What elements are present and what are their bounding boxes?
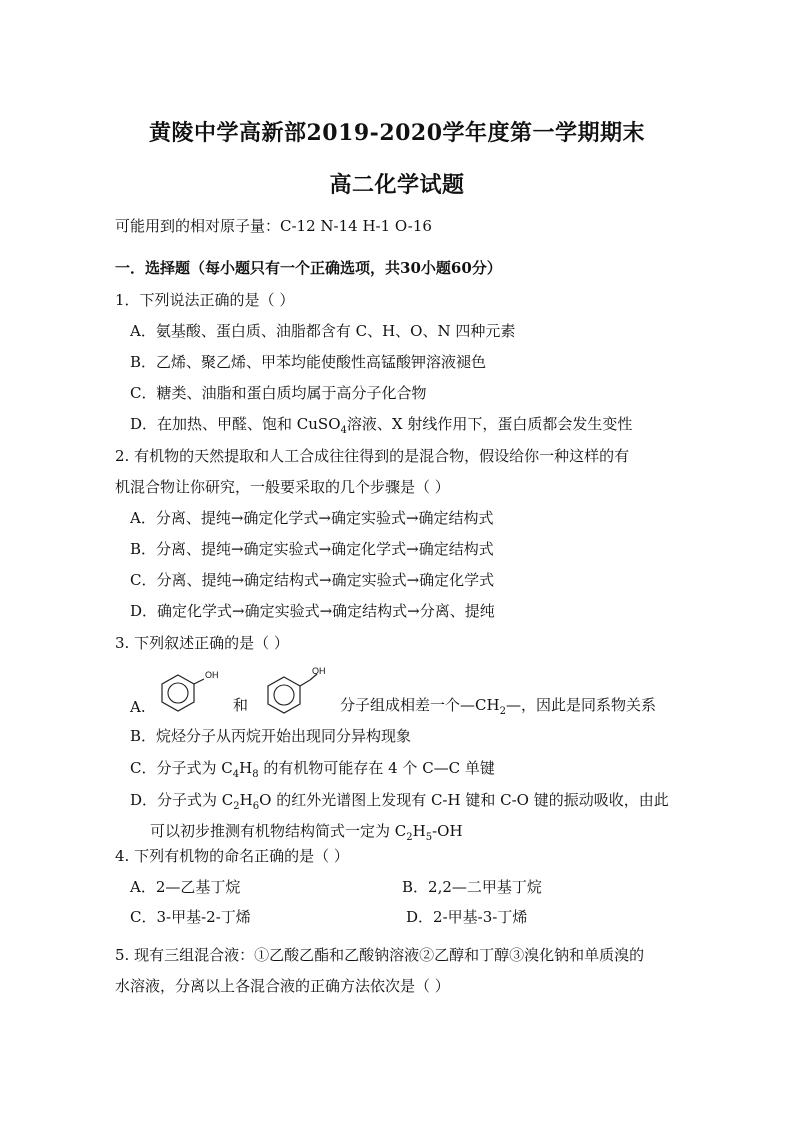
q3-stem: 3. 下列叙述正确的是（ ） bbox=[115, 634, 289, 652]
phenol-c-o-bond bbox=[194, 679, 204, 684]
q4-option-d: D．2-甲基-3-丁烯 bbox=[406, 908, 528, 926]
q1-option-b: B．乙烯、聚乙烯、甲苯均能使酸性高锰酸钾溶液褪色 bbox=[130, 353, 487, 371]
q3-c-pre: C．分子式为 C bbox=[130, 759, 233, 777]
q3-option-d-line2 bbox=[150, 821, 463, 841]
q4-option-c: C．3-甲基-2-丁烯 bbox=[130, 908, 251, 926]
q1-option-d bbox=[130, 414, 632, 434]
benzyl-alcohol-structure bbox=[264, 672, 334, 716]
q3-d-post: O 的红外光谱图上发现有 C-H 键和 C-O 键的振动吸收，由此 bbox=[259, 791, 669, 809]
q3-a-text bbox=[340, 695, 656, 715]
benzyl-aromatic-circle bbox=[274, 685, 294, 705]
q3-c-post: 的有机物可能存在 4 个 C—C 单键 bbox=[258, 759, 495, 777]
q3-a-and: 和 bbox=[233, 696, 249, 714]
q2-option-d: D．确定化学式→确定实验式→确定结构式→分离、提纯 bbox=[130, 602, 495, 620]
benzyl-oh-label: OH bbox=[312, 666, 326, 676]
q2-stem-line2: 机混合物让你研究，一般要采取的几个步骤是（ ） bbox=[115, 478, 450, 496]
q2-stem-line1: 2. 有机物的天然提取和人工合成往往得到的是混合物，假设给你一种这样的有 bbox=[115, 447, 630, 465]
q3-option-c bbox=[130, 758, 495, 778]
q4-option-b: B．2,2—二甲基丁烷 bbox=[402, 878, 542, 896]
q3-d2-sub1: 2 bbox=[406, 832, 413, 843]
q1-d-pre: D．在加热、甲醛、饱和 CuSO bbox=[130, 415, 341, 433]
q3-a-text-post: —，因此是同系物关系 bbox=[505, 696, 656, 714]
exam-title-line1: 黄陵中学高新部2019-2020学年度第一学期期末 bbox=[148, 120, 646, 146]
q3-a-text-sub: 2 bbox=[499, 706, 506, 717]
q3-c-sub1: 4 bbox=[232, 769, 240, 780]
q3-a-label: A. bbox=[130, 698, 146, 716]
q1-option-c: C．糖类、油脂和蛋白质均属于高分子化合物 bbox=[130, 384, 427, 402]
q1-option-a: A．氨基酸、蛋白质、油脂都含有 C、H、O、N 四种元素 bbox=[130, 322, 516, 340]
q1-stem: 1．下列说法正确的是（ ） bbox=[115, 291, 295, 309]
q3-d-sub2: 6 bbox=[252, 801, 260, 812]
q2-option-a: A．分离、提纯→确定化学式→确定实验式→确定结构式 bbox=[130, 509, 494, 527]
q3-d-pre: D．分子式为 C bbox=[130, 791, 234, 809]
phenol-oh-label: OH bbox=[205, 670, 219, 680]
q3-option-b: B．烷烃分子从丙烷开始出现同分异构现象 bbox=[130, 727, 412, 745]
q5-stem-line2: 水溶液，分离以上各混合液的正确方法依次是（ ） bbox=[115, 977, 450, 995]
q1-d-sub: 4 bbox=[340, 425, 347, 436]
exam-title-line2: 高二化学试题 bbox=[329, 172, 465, 198]
phenol-ring bbox=[162, 675, 194, 711]
q2-option-c: C．分离、提纯→确定结构式→确定实验式→确定化学式 bbox=[130, 571, 495, 589]
q3-d-mid: H bbox=[239, 791, 253, 809]
q4-option-a: A．2—乙基丁烷 bbox=[130, 878, 241, 896]
q3-option-d bbox=[130, 790, 669, 810]
q3-d2-pre: 可以初步推测有机物结构简式一定为 C bbox=[150, 822, 407, 840]
q5-stem-line1: 5. 现有三组混合液：①乙酸乙酯和乙酸钠溶液②乙醇和丁醇③溴化钠和单质溴的 bbox=[115, 946, 645, 964]
q3-c-sub2: 8 bbox=[252, 769, 259, 780]
benzyl-alcohol-svg bbox=[264, 672, 334, 716]
q3-d-sub1: 2 bbox=[233, 801, 240, 812]
q3-d2-post: -OH bbox=[432, 822, 463, 840]
q3-d2-mid: H bbox=[412, 822, 426, 840]
section-heading: 一．选择题（每小题只有一个正确选项，共30小题60分） bbox=[115, 259, 502, 277]
phenol-aromatic-circle bbox=[168, 683, 188, 703]
benzyl-c-c-bond bbox=[300, 680, 310, 686]
atomic-masses: 可能用到的相对原子量：C-12 N-14 H-1 O-16 bbox=[115, 217, 432, 235]
q4-stem: 4. 下列有机物的命名正确的是（ ） bbox=[115, 847, 349, 865]
q3-a-text-pre: 分子组成相差一个—CH bbox=[340, 696, 500, 714]
q1-d-post: 溶液、X 射线作用下，蛋白质都会发生变性 bbox=[346, 415, 633, 433]
q2-option-b: B．分离、提纯→确定实验式→确定化学式→确定结构式 bbox=[130, 540, 494, 558]
q3-d2-sub2: 5 bbox=[425, 832, 433, 843]
benzyl-ring bbox=[268, 677, 300, 713]
q3-c-mid: H bbox=[239, 759, 253, 777]
